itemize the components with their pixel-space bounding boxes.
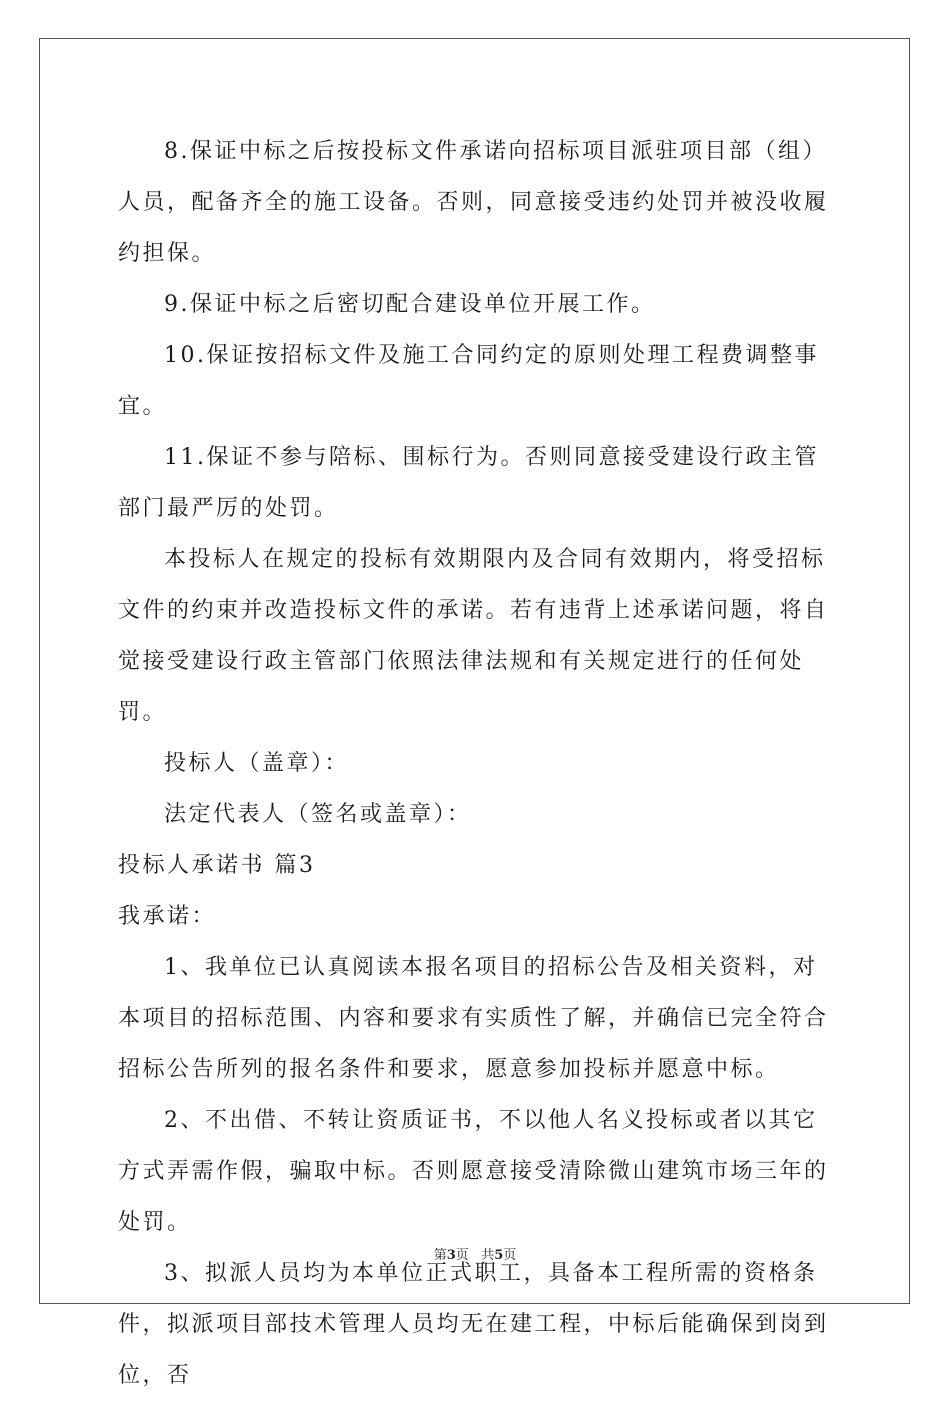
- commitment-item-3: 3、拟派人员均为本单位正式职工，具备本工程所需的资格条件，拟派项目部技术管理人员均无在建工程，中标后能确保到岗到位，否: [118, 1261, 829, 1388]
- legal-rep-line: 法定代表人（签名或盖章）：: [164, 802, 472, 827]
- paragraph-item-9: 9.保证中标之后密切配合建设单位开展工作。: [164, 292, 656, 317]
- page-unit: 页: [455, 1248, 469, 1263]
- page-total: 5: [494, 1248, 504, 1263]
- commitment-item-1: 1、我单位已认真阅读本报名项目的招标公告及相关资料，对本项目的招标范围、内容和要求有实质性了解，并确信已完全符合招标公告所列的报名条件和要求，愿意参加投标并愿意中标。: [118, 955, 829, 1082]
- total-unit: 页: [503, 1248, 517, 1263]
- paragraph-item-8: 8.保证中标之后按投标文件承诺向招标项目派驻项目部（组）人员，配备齐全的施工设备。否则，同意接受违约处罚并被没收履约担保。: [118, 139, 829, 266]
- bidder-seal-line: 投标人（盖章）：: [164, 751, 350, 776]
- page-footer: [0, 1244, 950, 1263]
- total-prefix: 共: [481, 1248, 495, 1263]
- commitment-intro: 我承诺：: [118, 904, 217, 929]
- paragraph-item-11: 11.保证不参与陪标、围标行为。否则同意接受建设行政主管部门最严厉的处罚。: [118, 445, 819, 521]
- paragraph-item-10: 10.保证按招标文件及施工合同约定的原则处理工程费调整事宜。: [118, 343, 819, 419]
- commitment-item-2: 2、不出借、不转让资质证书，不以他人名义投标或者以其它方式弄需作假，骗取中标。否则愿意接受清除微山建筑市场三年的处罚。: [118, 1108, 829, 1235]
- section-heading: 投标人承诺书 篇3: [118, 853, 316, 878]
- page-prefix: 第: [433, 1248, 447, 1263]
- paragraph-commitment: 本投标人在规定的投标有效期限内及合同有效期内，将受招标文件的约束并改造投标文件的承诺。若有违背上述承诺问题，将自觉接受建设行政主管部门依照法律法规和有关规定进行的任何处罚。: [118, 547, 829, 725]
- document-body: [118, 126, 838, 1401]
- page-current: 3: [446, 1248, 456, 1263]
